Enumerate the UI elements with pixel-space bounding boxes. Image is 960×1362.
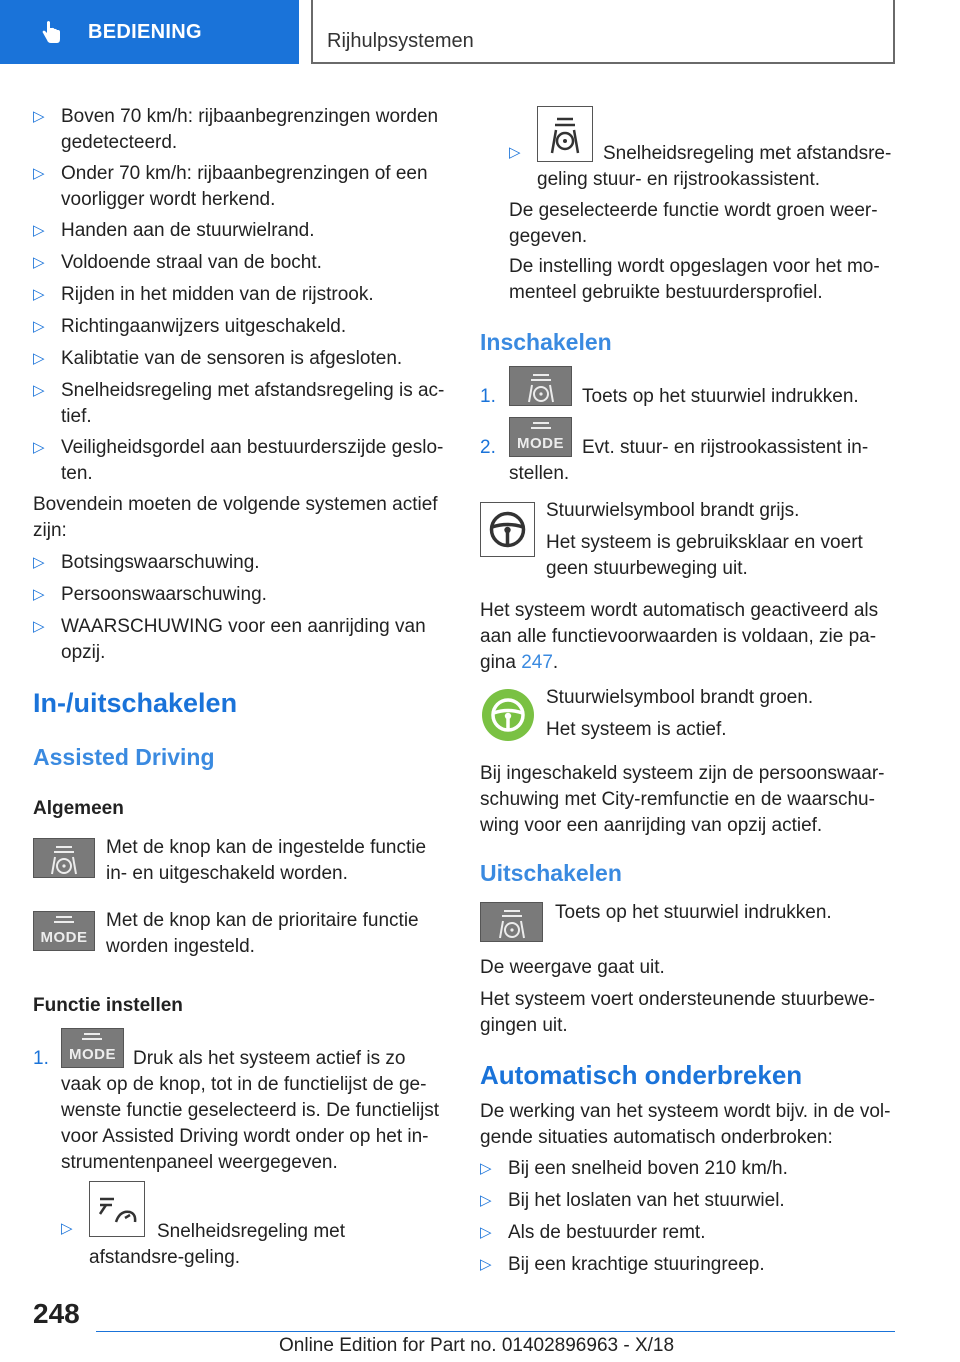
footer-edition: Online Edition for Part no. 01402896963 - X/18 — [279, 1335, 675, 1356]
list-item: ▷ Bij een krachtige stuuringreep. — [480, 1252, 895, 1278]
steering-wheel-green-icon — [482, 689, 534, 741]
triangle-bullet-icon: ▷ — [480, 1160, 492, 1177]
steering-wheel-grey-icon — [481, 503, 534, 556]
steering-wheel-grey-box — [480, 502, 535, 557]
section-label: BEDIENING — [88, 20, 202, 43]
triangle-bullet-icon: ▷ — [33, 222, 45, 239]
triangle-bullet-icon: ▷ — [33, 254, 45, 271]
status-text: Stuurwielsymbool brandt groen. — [546, 687, 814, 708]
step-text: Toets op het stuurwiel indrukken. — [582, 386, 859, 407]
triangle-bullet-icon: ▷ — [33, 554, 45, 571]
list-item: ▷ Richtingaanwijzers uitgeschakeld. — [33, 314, 445, 340]
assist-button-image — [480, 902, 543, 942]
footer-divider — [96, 1331, 895, 1332]
triangle-bullet-icon: ▷ — [509, 144, 521, 161]
assist-button-image — [509, 366, 572, 406]
sub-bullet-text: Snelheidsregeling met afstandsre-geling. — [89, 1221, 346, 1268]
list-item: ▷ Persoonswaarschuwing. — [33, 582, 445, 608]
step-number: 1. — [33, 1048, 49, 1069]
list-item: ▷ Voldoende straal van de bocht. — [33, 250, 445, 276]
heading-auto-break: Automatisch onderbreken — [480, 1060, 803, 1090]
general-text-1: Met de knop kan de ingestelde functie in- en uitgeschakeld worden. — [106, 837, 427, 884]
triangle-bullet-icon: ▷ — [33, 382, 45, 399]
list-item: ▷ Boven 70 km/h: rijbaanbegrenzingen worden gedetecteerd. — [33, 104, 445, 156]
list-item: ▷ Bij een snelheid boven 210 km/h. — [480, 1156, 895, 1182]
step-number: 1. — [480, 386, 496, 407]
paragraph: De werking van het systeem wordt bijv. in de vol-gende situaties automatisch onderbroken: — [480, 1101, 891, 1148]
list-item: ▷ Veiligheidsgordel aan bestuurderszijde geslo-ten. — [33, 435, 445, 487]
triangle-bullet-icon: ▷ — [33, 350, 45, 367]
step-text: Evt. stuur- en rijstrookassistent in-stellen. — [509, 437, 869, 484]
heading-on: Inschakelen — [480, 329, 612, 355]
list-item: ▷ Kalibtatie van de sensoren is afgesloten. — [33, 346, 445, 372]
triangle-bullet-icon: ▷ — [61, 1220, 73, 1237]
triangle-bullet-icon: ▷ — [33, 165, 45, 182]
paragraph: De geselecteerde functie wordt groen weer-gegeven. — [509, 200, 878, 247]
triangle-bullet-icon: ▷ — [33, 286, 45, 303]
sub-bullet-text: Snelheidsregeling met afstandsre-geling stuur- en rijstrookassistent. — [537, 143, 892, 190]
mode-button-image: MODE — [509, 417, 572, 457]
list-item: ▷ Onder 70 km/h: rijbaanbegrenzingen of een voorligger wordt herkend. — [33, 161, 445, 213]
paragraph: Het systeem voert ondersteunende stuurbewe-gingen uit. — [480, 989, 875, 1036]
triangle-bullet-icon: ▷ — [33, 108, 45, 125]
paragraph: De weergave gaat uit. — [480, 957, 665, 978]
heading-off: Uitschakelen — [480, 860, 622, 886]
triangle-bullet-icon: ▷ — [33, 618, 45, 635]
assist-button-image — [33, 838, 95, 878]
paragraph: De instelling wordt opgeslagen voor het mo-menteel gebruikte bestuurdersprofiel. — [509, 256, 880, 303]
heading-general: Algemeen — [33, 798, 124, 819]
paragraph: Bij ingeschakeld systeem zijn de persoonswaar-schuwing met City-remfunctie en de waarschu-wing voor een aanrijding van opzij actief. — [480, 763, 885, 836]
list-item: ▷ Bij het loslaten van het stuurwiel. — [480, 1188, 895, 1214]
triangle-bullet-icon: ▷ — [480, 1224, 492, 1241]
heading-assisted-driving: Assisted Driving — [33, 744, 215, 770]
page-link[interactable]: 247 — [521, 652, 553, 673]
triangle-bullet-icon: ▷ — [33, 439, 45, 456]
triangle-bullet-icon: ▷ — [33, 318, 45, 335]
step-text: Druk als het systeem actief is zo vaak op de knop, tot in de functielijst de ge-wenste functie geselecteerd is. De functielijst voor Assisted Driving wordt onder op het in-strumentenpaneel weergegeven. — [61, 1048, 440, 1173]
section-tab — [0, 0, 299, 64]
triangle-bullet-icon: ▷ — [33, 586, 45, 603]
triangle-bullet-icon: ▷ — [480, 1192, 492, 1209]
list-item: ▷ WAARSCHUWING voor een aanrijding van opzij. — [33, 614, 445, 666]
heading-set-function: Functie instellen — [33, 995, 183, 1016]
list-item: ▷ Als de bestuurder remt. — [480, 1220, 895, 1246]
steering-assist-icon — [510, 367, 571, 405]
status-text: Het systeem is actief. — [546, 719, 727, 740]
step-number: 2. — [480, 437, 496, 458]
chapter-header — [311, 0, 895, 64]
general-text-2: Met de knop kan de prioritaire functie worden ingesteld. — [106, 910, 419, 957]
paragraph: Het systeem wordt automatisch geactiveerd als aan alle functievoorwaarden is voldaan, zie pa-gina 247. — [480, 600, 879, 673]
list-item: ▷ Rijden in het midden van de rijstrook. — [33, 282, 445, 308]
steering-assist-icon — [481, 903, 542, 941]
status-text: Het systeem is gebruiksklaar en voert geen stuurbeweging uit. — [546, 532, 863, 579]
list-item: ▷ Botsingswaarschuwing. — [33, 550, 445, 576]
heading-onoff: In-/uitschakelen — [33, 688, 238, 718]
mode-button-image: MODE — [33, 911, 95, 951]
status-text: Stuurwielsymbool brandt grijs. — [546, 500, 800, 521]
list-item: ▷ Handen aan de stuurwielrand. — [33, 218, 445, 244]
chapter-title: Rijhulpsystemen — [327, 30, 474, 52]
paragraph: Bovendein moeten de volgende systemen actief zijn: — [33, 494, 438, 541]
page-number: 248 — [33, 1298, 80, 1329]
steering-assist-icon — [34, 839, 94, 877]
triangle-bullet-icon: ▷ — [480, 1256, 492, 1273]
list-item: ▷ Snelheidsregeling met afstandsregeling is ac-tief. — [33, 378, 445, 430]
off-text: Toets op het stuurwiel indrukken. — [555, 902, 832, 923]
hand-pointer-icon — [38, 19, 64, 45]
mode-button-image: MODE — [61, 1028, 124, 1068]
